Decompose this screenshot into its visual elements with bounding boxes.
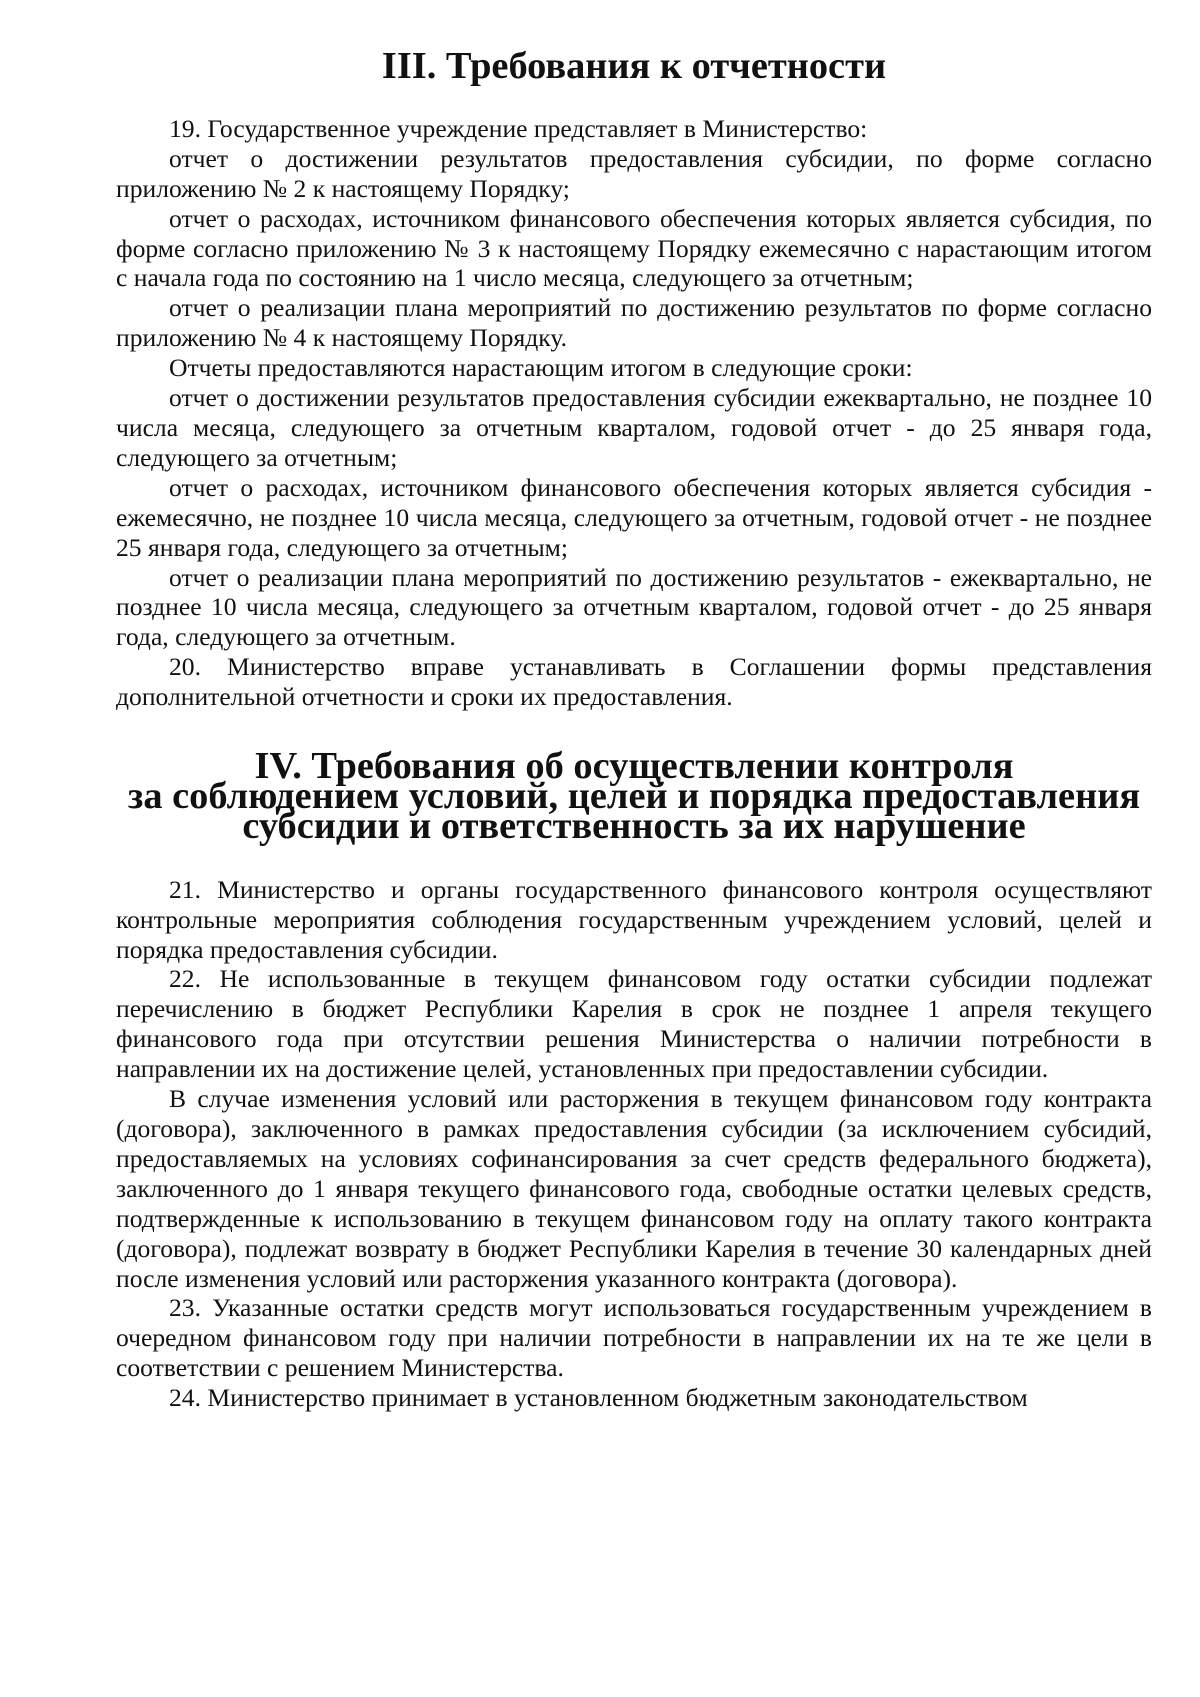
section-4-heading-line-2: за соблюдением условий, целей и порядка предоставления (127, 774, 1141, 817)
paragraph-22-contract-change: В случае изменения условий или расторжения в текущем финансовом году контракта (договора), заключенного в рамках предоставления субсидии (за исключением субсидий, предоставляемых на условиях софинансирования за счет средств федерального бюджета), заключенного до 1 января текущего финансового года, свободные остатки целевых средств, подтвержденные к использованию в текущем финансовом году на оплату такого контракта (договора), подлежат возврату в бюджет Республики Карелия в течение 30 календарных дней после изменения условий или расторжения указанного контракта (договора). (116, 1084, 1152, 1293)
section-3-body (116, 114, 1152, 712)
paragraph-deadlines-intro: Отчеты предоставляются нарастающим итогом в следующие сроки: (169, 353, 913, 383)
section-4-heading-line-1: IV. Требования об осуществлении контроля (254, 745, 1014, 788)
paragraph-21: 21. Министерство и органы государственного финансового контроля осуществляют контрольные мероприятия соблюдения государственным учреждением условий, целей и порядка предоставления субсидии. (116, 874, 1152, 964)
paragraph-22: 22. Не использованные в текущем финансовом году остатки субсидии подлежат перечислению в бюджет Республики Карелия в срок не позднее 1 апреля текущего финансового года при отсутствии решения Министерства о наличии потребности в направлении их на достижение целей, установленных при предоставлении субсидии. (116, 964, 1152, 1084)
paragraph-19-report-results: отчет о достижении результатов предоставления субсидии, по форме согласно приложению № 2 к настоящему Порядку; (116, 143, 1152, 203)
paragraph-19-report-expenses: отчет о расходах, источником финансового обеспечения которых является субсидия, по форме согласно приложению № 3 к настоящему Порядку ежемесячно с нарастающим итогом с начала года по состоянию на 1 число месяца, следующего за отчетным; (116, 203, 1152, 293)
paragraph-19-report-plan: отчет о реализации плана мероприятий по достижению результатов по форме согласно приложению № 4 к настоящему Порядку. (116, 293, 1152, 353)
paragraph-23: 23. Указанные остатки средств могут использоваться государственным учреждением в очередном финансовом году при наличии потребности в направлении их на те же цели в соответствии с решением Министерства. (116, 1293, 1152, 1383)
paragraph-deadline-expenses: отчет о расходах, источником финансового обеспечения которых является субсидия - ежемесячно, не позднее 10 числа месяца, следующего за отчетным, годовой отчет - не позднее 25 января года, следующего за отчетным; (116, 472, 1152, 562)
paragraph-deadline-results: отчет о достижении результатов предоставления субсидии ежеквартально, не позднее 10 числа месяца, следующего за отчетным кварталом, годовой отчет - до 25 января года, следующего за отчетным; (116, 383, 1152, 472)
section-4-heading-line-3: субсидии и ответственность за их нарушение (242, 804, 1026, 847)
section-4-body (116, 875, 1152, 1413)
paragraph-19: 19. Государственное учреждение представляет в Министерство: (169, 113, 868, 143)
section-3-heading: III. Требования к отчетности (381, 45, 887, 87)
document-page (116, 45, 1152, 1413)
paragraph-20: 20. Министерство вправе устанавливать в Соглашении формы представления дополнительной отчетности и сроки их предоставления. (116, 652, 1152, 712)
paragraph-deadline-plan: отчет о реализации плана мероприятий по достижению результатов - ежеквартально, не позднее 10 числа месяца, следующего за отчетным кварталом, годовой отчет - до 25 января года, следующего за отчетным. (116, 562, 1152, 652)
paragraph-24: 24. Министерство принимает в установленном бюджетным законодательством (169, 1383, 1028, 1413)
section-4-heading (116, 745, 1152, 847)
